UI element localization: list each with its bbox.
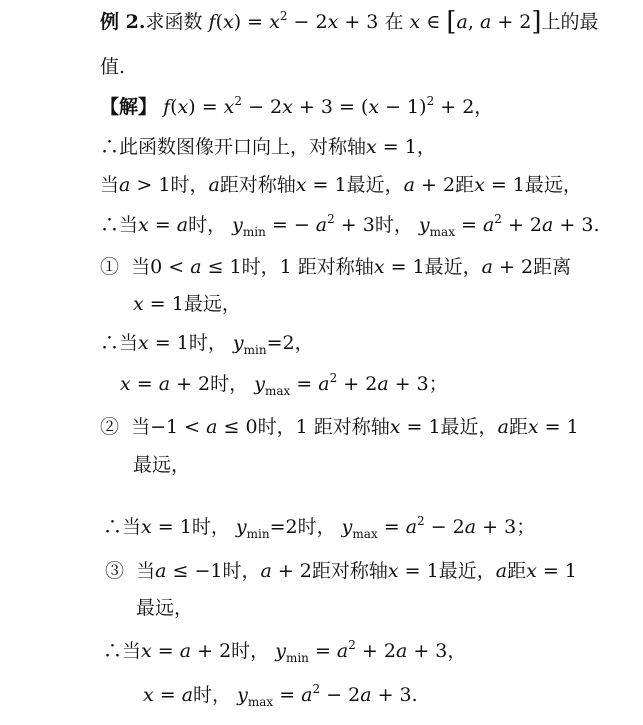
case-3-line-2 — [136, 594, 193, 622]
shi-text: 时， — [297, 516, 336, 538]
comma: ， — [474, 96, 494, 118]
shi-text: 时， — [257, 416, 296, 438]
min-value: =2 — [266, 332, 295, 354]
shi-text: 时， — [231, 640, 270, 662]
therefore-symbol: ∴ — [103, 640, 123, 662]
case-1-line-2: x = 1最远， — [133, 293, 241, 315]
case-3-min: ∴当x = a + 2时， $y_{min} = a^2 + 2a + 3$， — [103, 638, 467, 665]
nearest-text: 最近， — [346, 174, 404, 196]
case-3-marker: ③ — [105, 560, 125, 582]
axis-line: ∴此函数图像开口向上，对称轴x = 1， — [100, 136, 436, 158]
problem-end: 上的最 — [541, 11, 599, 33]
comma: ， — [416, 136, 436, 158]
when-text: 当 — [136, 560, 156, 582]
far-text: 距 — [508, 416, 528, 438]
comma: ， — [447, 640, 467, 662]
shi-text: 时， — [170, 174, 209, 196]
far-text: 距离 — [533, 256, 572, 278]
shi-text: 时， — [241, 256, 280, 278]
min-value: =2 — [269, 516, 298, 538]
farthest-text: 最远， — [133, 454, 191, 476]
when-text: 当 — [131, 256, 151, 278]
comma: ， — [294, 332, 314, 354]
nearest-text: 最近， — [440, 416, 498, 438]
distance-text: 距对称轴 — [297, 256, 374, 278]
problem-intro: 求函数 — [145, 11, 203, 33]
shi-text: 时， — [210, 373, 249, 395]
case-1-line-1: ① 当0 < a ≤ 1时，1 距对称轴x = 1最近，a + 2距离 — [100, 256, 572, 278]
solution-line: 【解】 $f(x) = x^2 - 2x + 3 = (x - 1)^2 + 2$， — [100, 94, 494, 118]
solution-label: 【解】 — [100, 96, 158, 118]
therefore-symbol: ∴ — [100, 214, 120, 236]
distance-text: 距对称轴 — [219, 174, 296, 196]
shi-text: 时， — [222, 560, 261, 582]
case-a-gt-1: 当a > 1时，a距对称轴x = 1最近，a + 2距x = 1最远， — [100, 174, 582, 196]
case-3-line-1: ③ 当a ≤ −1时，a + 2距对称轴x = 1最近，a距x = 1 — [105, 560, 577, 582]
case-1-marker: ① — [100, 256, 120, 278]
axis-text: 此函数图像开口向上，对称轴 — [119, 136, 367, 158]
shi-text: 时， — [188, 332, 227, 354]
case-a-gt-1-result: ∴当x = a时， $y_{min}$ = − $a^2 + 3$时， $y_{max} = a^2 + 2a + 3$. — [100, 212, 600, 239]
shi-text: 时， — [188, 214, 227, 236]
period: . — [411, 684, 418, 706]
case-1-min: ∴当x = 1时， $y_{min}=2$， — [100, 332, 314, 357]
distance-text: 距对称轴 — [311, 560, 388, 582]
far-text: 距 — [507, 560, 527, 582]
nearest-text: 最近， — [438, 560, 496, 582]
therefore-symbol: ∴ — [100, 332, 120, 354]
problem-line-2 — [100, 53, 125, 81]
case-2-line-2 — [133, 451, 190, 479]
case-2-line-1: ② 当−1 < a ≤ 0时，1 距对称轴x = 1最近，a距x = 1 — [100, 416, 579, 438]
therefore-symbol: ∴ — [103, 516, 123, 538]
when-text: 当 — [122, 640, 142, 662]
case-2-marker: ② — [100, 416, 120, 438]
far-text: 距 — [455, 174, 475, 196]
problem-line-1: 例 2.求函数 $f(x) = x^2 - 2x + 3$ 在 x ∈ [a, a + 2]上的最 — [100, 7, 599, 37]
shi-text: 时， — [191, 516, 230, 538]
farthest-text: 最远， — [183, 293, 241, 315]
problem-on: 在 — [384, 11, 404, 33]
when-text: 当 — [100, 174, 120, 196]
case-3-max: x = a时， $y_{max} = a^2 - 2a + 3$. — [143, 682, 418, 709]
when-text: 当 — [119, 332, 139, 354]
farthest-text: 最远， — [136, 597, 194, 619]
shi-text: 时， — [374, 214, 413, 236]
when-text: 当 — [131, 416, 151, 438]
farthest-text: 最远， — [524, 174, 582, 196]
shi-text: 时， — [193, 684, 232, 706]
when-text: 当 — [122, 516, 142, 538]
problem-label: 例 2. — [100, 11, 146, 33]
when-text: 当 — [119, 214, 139, 236]
nearest-text: 最近， — [424, 256, 482, 278]
problem-cont: 值. — [100, 56, 126, 78]
therefore-symbol: ∴ — [100, 136, 120, 158]
case-1-max: x = a + 2时， $y_{max} = a^2 + 2a + 3$； — [120, 371, 448, 398]
case-2-result: ∴当x = 1时， $y_{min}=2$时， $y_{max} = a^2 - 2a + 3$； — [103, 514, 536, 541]
distance-text: 距对称轴 — [313, 416, 390, 438]
